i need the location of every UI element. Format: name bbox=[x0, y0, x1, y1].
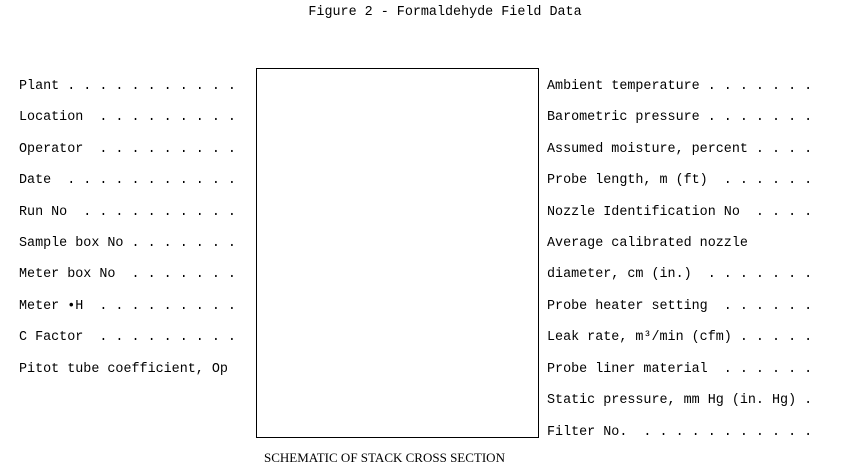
field-pitot-coefficient: Pitot tube coefficient, Op bbox=[19, 362, 228, 377]
field-nozzle-id: Nozzle Identification No . . . . bbox=[547, 205, 813, 220]
field-leak-rate: Leak rate, m³/min (cfm) . . . . . bbox=[547, 330, 813, 345]
field-meter-box-no: Meter box No . . . . . . . bbox=[19, 267, 236, 282]
field-filter-no: Filter No. . . . . . . . . . . . bbox=[547, 425, 813, 440]
field-meter-h: Meter •H . . . . . . . . . bbox=[19, 299, 236, 314]
field-c-factor: C Factor . . . . . . . . . bbox=[19, 330, 236, 345]
field-ambient-temperature: Ambient temperature . . . . . . . bbox=[547, 79, 813, 94]
field-location: Location . . . . . . . . . bbox=[19, 110, 236, 125]
field-probe-length: Probe length, m (ft) . . . . . . bbox=[547, 173, 813, 188]
field-date: Date . . . . . . . . . . . bbox=[19, 173, 236, 188]
field-assumed-moisture: Assumed moisture, percent . . . . bbox=[547, 142, 813, 157]
schematic-caption: SCHEMATIC OF STACK CROSS SECTION bbox=[264, 450, 505, 465]
field-run-no: Run No . . . . . . . . . . bbox=[19, 205, 236, 220]
field-probe-heater-setting: Probe heater setting . . . . . . bbox=[547, 299, 813, 314]
field-nozzle-diameter: diameter, cm (in.) . . . . . . . bbox=[547, 267, 813, 282]
field-operator: Operator . . . . . . . . . bbox=[19, 142, 236, 157]
field-probe-liner-material: Probe liner material . . . . . . bbox=[547, 362, 813, 377]
figure-title: Figure 2 - Formaldehyde Field Data bbox=[308, 5, 582, 20]
field-sample-box-no: Sample box No . . . . . . . bbox=[19, 236, 236, 251]
stack-cross-section-box bbox=[256, 68, 539, 438]
field-average-nozzle-label: Average calibrated nozzle bbox=[547, 236, 748, 251]
field-static-pressure: Static pressure, mm Hg (in. Hg) . bbox=[547, 393, 813, 408]
field-barometric-pressure: Barometric pressure . . . . . . . bbox=[547, 110, 813, 125]
field-plant: Plant . . . . . . . . . . . bbox=[19, 79, 236, 94]
